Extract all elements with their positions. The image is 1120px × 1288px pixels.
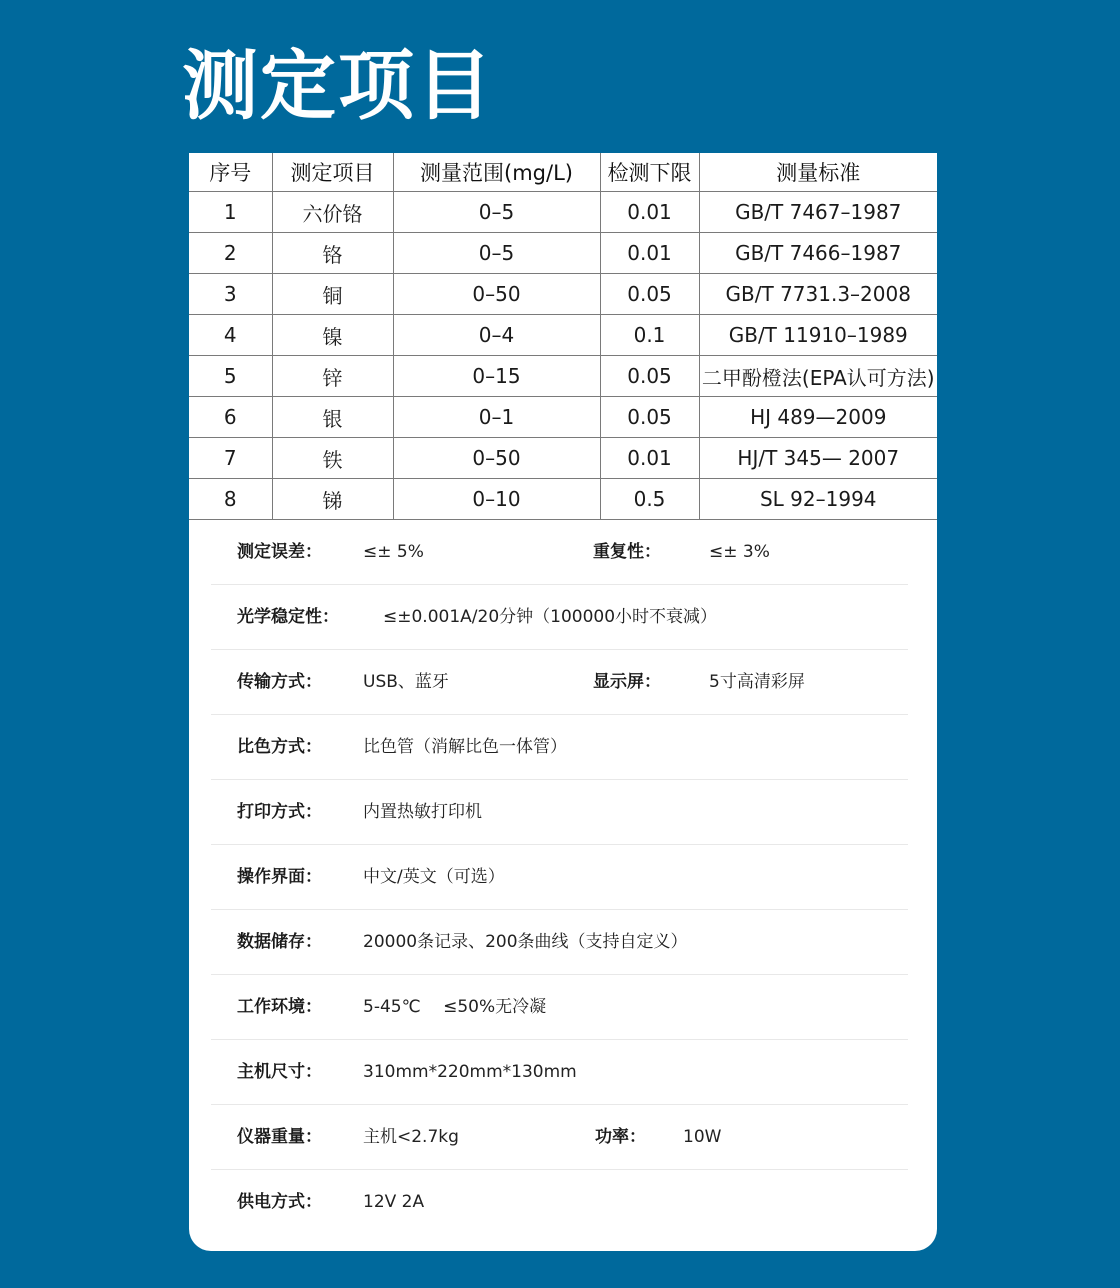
table-row [189, 192, 937, 233]
table-row [189, 438, 937, 479]
header-index: 序号 [189, 153, 272, 192]
spec-label: 打印方式： [237, 802, 322, 822]
cell-range: 0–50 [393, 274, 600, 315]
cell-range: 0–4 [393, 315, 600, 356]
cell-index: 3 [189, 274, 272, 315]
cell-item: 锌 [272, 356, 393, 397]
spec-row-dimensions [211, 1040, 908, 1105]
cell-range: 0–5 [393, 233, 600, 274]
cell-limit: 0.05 [600, 274, 699, 315]
cell-item: 银 [272, 397, 393, 438]
spec-label: 比色方式： [237, 737, 322, 757]
cell-range: 0–1 [393, 397, 600, 438]
spec-label: 主机尺寸： [237, 1062, 322, 1082]
spec-value: 5-45℃ ≤50%无冷凝 [363, 997, 547, 1017]
spec-label: 功率： [595, 1127, 646, 1147]
cell-limit: 0.01 [600, 233, 699, 274]
cell-index: 5 [189, 356, 272, 397]
spec-label: 数据储存： [237, 932, 322, 952]
spec-label: 供电方式： [237, 1192, 322, 1212]
cell-item: 六价铬 [272, 192, 393, 233]
spec-label: 传输方式： [237, 672, 322, 692]
cell-index: 2 [189, 233, 272, 274]
spec-label: 仪器重量： [237, 1127, 322, 1147]
header-item: 测定项目 [272, 153, 393, 192]
cell-limit: 0.01 [600, 192, 699, 233]
spec-value: 主机<2.7kg [363, 1127, 459, 1147]
spec-label: 显示屏： [593, 672, 661, 692]
table-row [189, 274, 937, 315]
header-range: 测量范围(mg/L) [393, 153, 600, 192]
spec-value: 5寸高清彩屏 [709, 672, 805, 692]
cell-item: 铁 [272, 438, 393, 479]
cell-range: 0–5 [393, 192, 600, 233]
cell-range: 0–15 [393, 356, 600, 397]
cell-standard: GB/T 7467–1987 [699, 192, 937, 233]
cell-standard: GB/T 7466–1987 [699, 233, 937, 274]
cell-range: 0–50 [393, 438, 600, 479]
spec-value: 中文/英文（可选） [363, 867, 505, 887]
spec-row-accuracy [211, 520, 908, 585]
cell-index: 4 [189, 315, 272, 356]
table-header-row [189, 153, 937, 192]
cell-limit: 0.05 [600, 356, 699, 397]
spec-card [189, 153, 937, 1251]
spec-row-interface [211, 845, 908, 910]
spec-label: 工作环境： [237, 997, 322, 1017]
cell-standard: SL 92–1994 [699, 479, 937, 520]
cell-standard: GB/T 7731.3–2008 [699, 274, 937, 315]
table-row [189, 315, 937, 356]
cell-index: 1 [189, 192, 272, 233]
spec-value: 20000条记录、200条曲线（支持自定义） [363, 932, 688, 952]
spec-value: 内置热敏打印机 [363, 802, 482, 822]
cell-range: 0–10 [393, 479, 600, 520]
spec-label: 光学稳定性： [237, 607, 339, 627]
cell-index: 7 [189, 438, 272, 479]
spec-value: 比色管（消解比色一体管） [363, 737, 567, 757]
cell-standard: HJ 489—2009 [699, 397, 937, 438]
cell-item: 锑 [272, 479, 393, 520]
cell-standard: HJ/T 345— 2007 [699, 438, 937, 479]
spec-value: ≤±0.001A/20分钟（100000小时不衰减） [383, 607, 718, 627]
header-detection-limit: 检测下限 [600, 153, 699, 192]
spec-row-transmission [211, 650, 908, 715]
cell-index: 6 [189, 397, 272, 438]
spec-list [211, 520, 908, 1234]
spec-row-colorimetry [211, 715, 908, 780]
spec-row-storage [211, 910, 908, 975]
spec-row-environment [211, 975, 908, 1040]
cell-limit: 0.1 [600, 315, 699, 356]
spec-value: 12V 2A [363, 1192, 425, 1212]
spec-value: USB、蓝牙 [363, 672, 449, 692]
cell-standard: GB/T 11910–1989 [699, 315, 937, 356]
cell-index: 8 [189, 479, 272, 520]
spec-label: 测定误差： [237, 542, 322, 562]
table-row [189, 356, 937, 397]
table-row [189, 233, 937, 274]
page-title: 测定项目 [182, 41, 494, 130]
spec-value: 10W [683, 1127, 722, 1147]
table-row [189, 479, 937, 520]
cell-item: 镍 [272, 315, 393, 356]
spec-label: 重复性： [593, 542, 661, 562]
spec-value: 310mm*220mm*130mm [363, 1062, 577, 1082]
cell-item: 铜 [272, 274, 393, 315]
table-row [189, 397, 937, 438]
spec-row-printing [211, 780, 908, 845]
spec-value: ≤± 5% [363, 542, 424, 562]
measurement-items-table [189, 153, 937, 520]
spec-value: ≤± 3% [709, 542, 770, 562]
cell-limit: 0.5 [600, 479, 699, 520]
cell-item: 铬 [272, 233, 393, 274]
spec-row-optical-stability [211, 585, 908, 650]
spec-label: 操作界面： [237, 867, 322, 887]
spec-row-weight [211, 1105, 908, 1170]
cell-standard: 二甲酚橙法(EPA认可方法) [699, 356, 937, 397]
cell-limit: 0.05 [600, 397, 699, 438]
cell-limit: 0.01 [600, 438, 699, 479]
spec-row-power-supply [211, 1170, 908, 1234]
header-standard: 测量标准 [699, 153, 937, 192]
